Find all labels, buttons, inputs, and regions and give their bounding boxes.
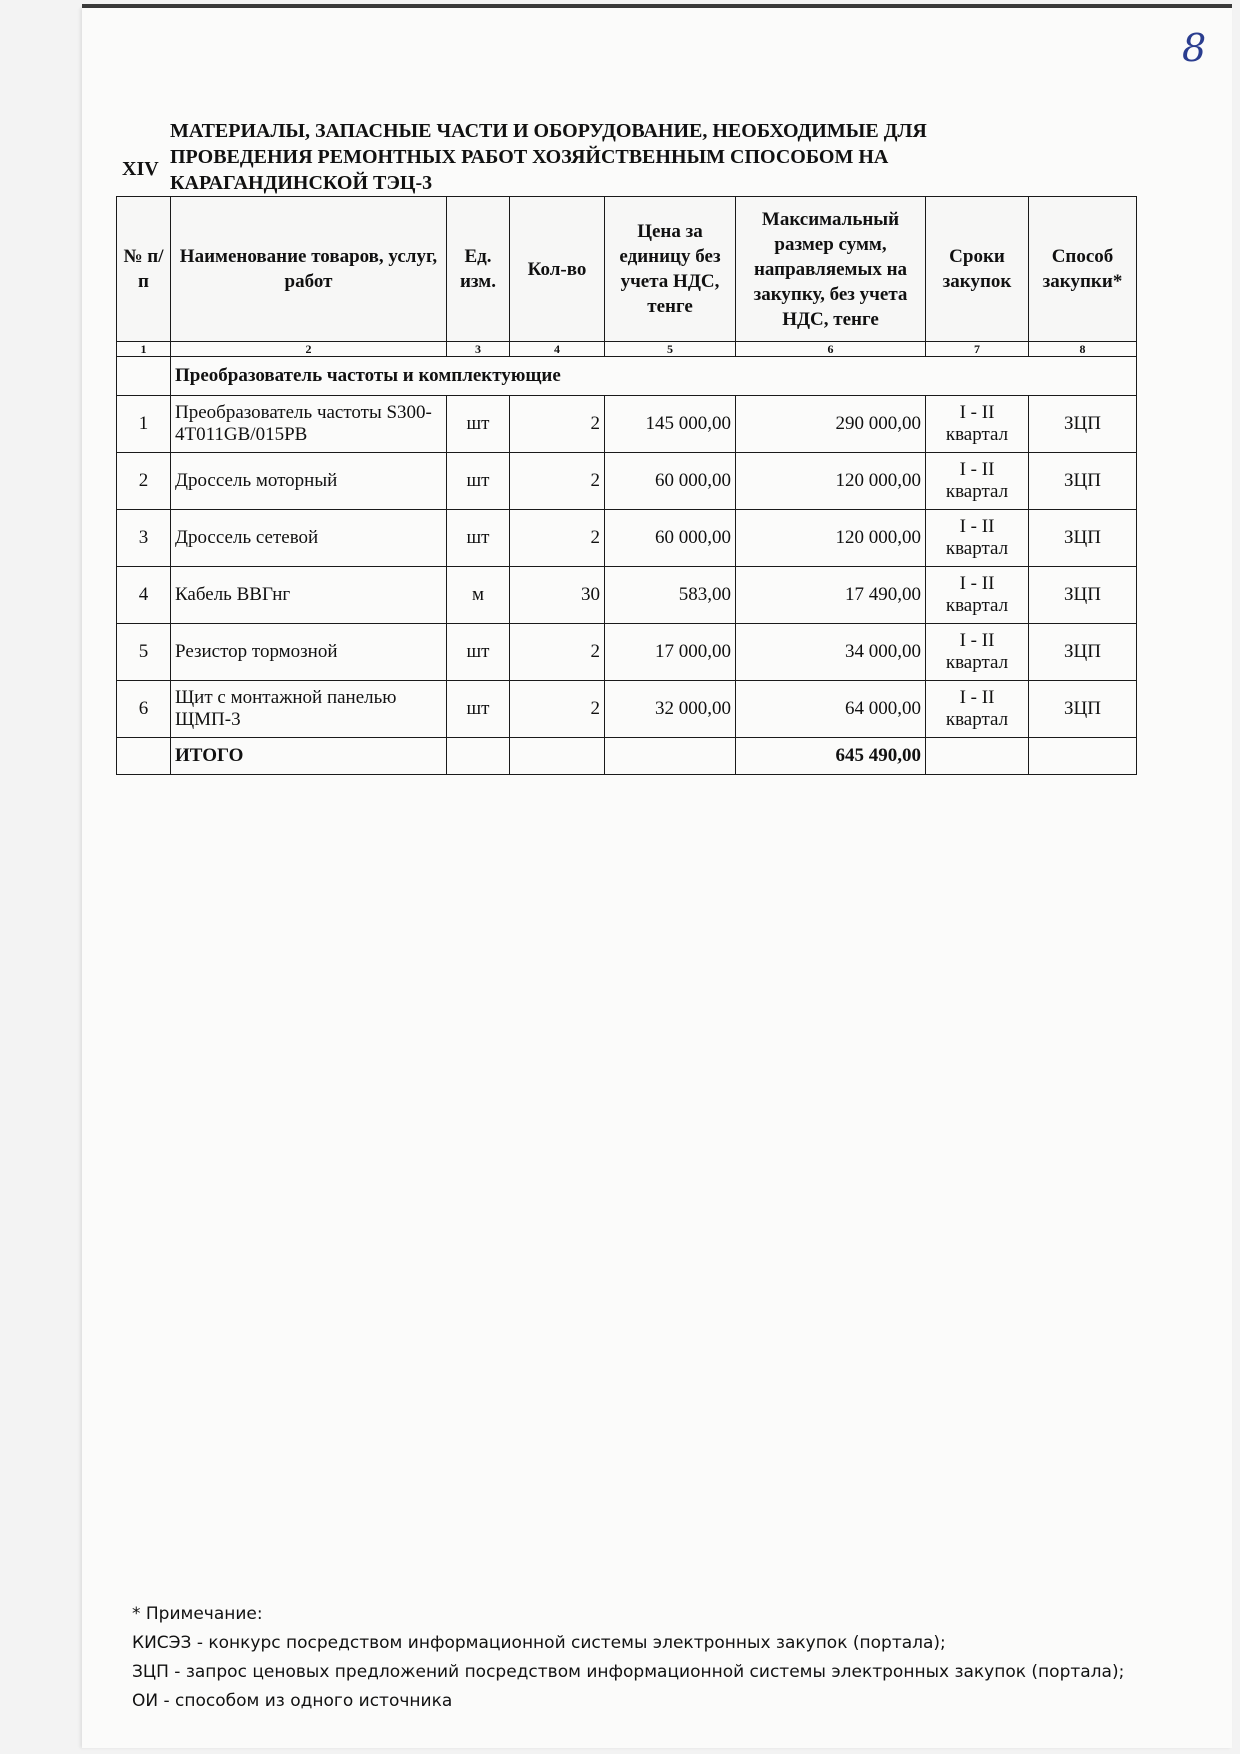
row-price: 583,00 (605, 567, 736, 624)
row-name: Преобразователь частоты S300-4T011GB/015PB (171, 396, 447, 453)
row-unit: шт (447, 510, 510, 567)
header-name: Наименование товаров, услуг, работ (171, 197, 447, 342)
column-number: 7 (926, 342, 1029, 357)
header-qty: Кол-во (510, 197, 605, 342)
table-row (117, 624, 1137, 681)
column-number: 6 (736, 342, 926, 357)
footnote-line: ОИ - способом из одного источника (132, 1691, 453, 1711)
row-qty: 30 (510, 567, 605, 624)
section-title: МАТЕРИАЛЫ, ЗАПАСНЫЕ ЧАСТИ И ОБОРУДОВАНИЕ, НЕОБХОДИМЫЕ ДЛЯ ПРОВЕДЕНИЯ РЕМОНТНЫХ РАБОТ ХОЗЯЙСТВЕННЫМ СПОСОБОМ НА КАРАГАНДИНСКОЙ ТЭЦ-3 (170, 120, 927, 194)
header-row (117, 197, 1137, 342)
row-num: 1 (117, 396, 171, 453)
table-row (117, 396, 1137, 453)
header-price: Цена за единицу без учета НДС, тенге (605, 197, 736, 342)
row-period: I - II квартал (926, 681, 1029, 738)
row-num: 5 (117, 624, 171, 681)
total-sum: 645 490,00 (736, 738, 926, 775)
table-row (117, 567, 1137, 624)
row-method: ЗЦП (1029, 396, 1137, 453)
row-sum: 34 000,00 (736, 624, 926, 681)
row-period: I - II квартал (926, 453, 1029, 510)
row-name: Дроссель сетевой (171, 510, 447, 567)
row-num: 6 (117, 681, 171, 738)
row-qty: 2 (510, 624, 605, 681)
total-empty-cell (1029, 738, 1137, 775)
total-empty-cell (926, 738, 1029, 775)
total-empty-cell (605, 738, 736, 775)
row-method: ЗЦП (1029, 681, 1137, 738)
total-empty-cell (117, 738, 171, 775)
row-price: 60 000,00 (605, 453, 736, 510)
row-method: ЗЦП (1029, 453, 1137, 510)
header-method: Способ закупки* (1029, 197, 1137, 342)
footnote-line: ЗЦП - запрос ценовых предложений посредством информационной системы электронных закупок (портала); (132, 1662, 1125, 1682)
column-number: 5 (605, 342, 736, 357)
row-name: Резистор тормозной (171, 624, 447, 681)
row-sum: 120 000,00 (736, 510, 926, 567)
row-price: 60 000,00 (605, 510, 736, 567)
column-number: 2 (171, 342, 447, 357)
footnote-line: КИСЭЗ - конкурс посредством информационной системы электронных закупок (портала); (132, 1633, 946, 1653)
row-num: 4 (117, 567, 171, 624)
row-unit: шт (447, 396, 510, 453)
header-sum: Максимальный размер сумм, направляемых на закупку, без учета НДС, тенге (736, 197, 926, 342)
row-period: I - II квартал (926, 396, 1029, 453)
row-unit: шт (447, 681, 510, 738)
row-num: 2 (117, 453, 171, 510)
row-sum: 17 490,00 (736, 567, 926, 624)
row-sum: 120 000,00 (736, 453, 926, 510)
group-title: Преобразователь частоты и комплектующие (171, 357, 1137, 396)
row-price: 32 000,00 (605, 681, 736, 738)
row-sum: 64 000,00 (736, 681, 926, 738)
column-number: 8 (1029, 342, 1137, 357)
total-row (117, 738, 1137, 775)
table-row (117, 453, 1137, 510)
column-number: 4 (510, 342, 605, 357)
row-period: I - II квартал (926, 567, 1029, 624)
row-sum: 290 000,00 (736, 396, 926, 453)
row-price: 17 000,00 (605, 624, 736, 681)
row-qty: 2 (510, 453, 605, 510)
footnotes (132, 1600, 1124, 1716)
column-number: 3 (447, 342, 510, 357)
row-qty: 2 (510, 510, 605, 567)
row-name: Кабель ВВГнг (171, 567, 447, 624)
row-name: Дроссель моторный (171, 453, 447, 510)
row-unit: шт (447, 453, 510, 510)
row-price: 145 000,00 (605, 396, 736, 453)
total-empty-cell (447, 738, 510, 775)
column-numbers-row (117, 342, 1137, 357)
procurement-table (116, 196, 1137, 775)
row-unit: м (447, 567, 510, 624)
row-name: Щит с монтажной панелью ЩМП-3 (171, 681, 447, 738)
row-unit: шт (447, 624, 510, 681)
group-row (117, 357, 1137, 396)
group-empty-cell (117, 357, 171, 396)
section-number: XIV (122, 158, 159, 180)
row-num: 3 (117, 510, 171, 567)
header-period: Сроки закупок (926, 197, 1029, 342)
row-method: ЗЦП (1029, 624, 1137, 681)
handwritten-page-number: 8 (1182, 26, 1207, 70)
row-qty: 2 (510, 396, 605, 453)
row-method: ЗЦП (1029, 567, 1137, 624)
footnote-heading: * Примечание: (132, 1604, 263, 1624)
row-period: I - II квартал (926, 510, 1029, 567)
table-row (117, 510, 1137, 567)
total-empty-cell (510, 738, 605, 775)
header-num: № п/п (117, 197, 171, 342)
column-number: 1 (117, 342, 171, 357)
row-period: I - II квартал (926, 624, 1029, 681)
row-qty: 2 (510, 681, 605, 738)
row-method: ЗЦП (1029, 510, 1137, 567)
table-row (117, 681, 1137, 738)
header-unit: Ед. изм. (447, 197, 510, 342)
total-label: ИТОГО (171, 738, 447, 775)
